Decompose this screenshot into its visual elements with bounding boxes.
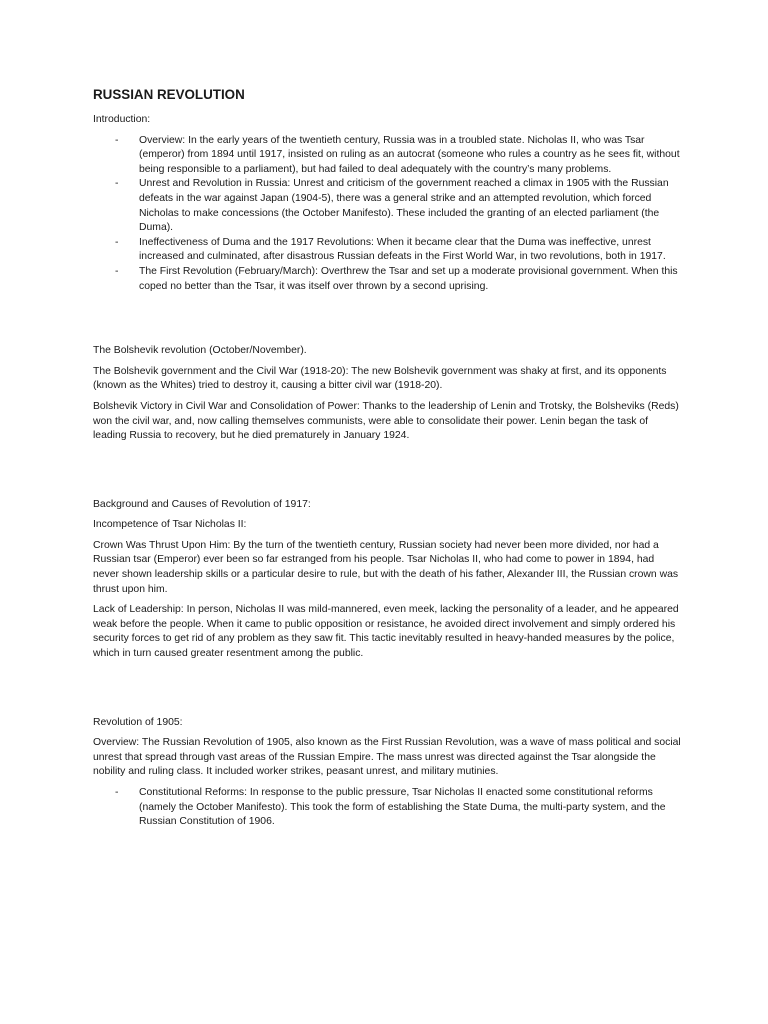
bullet-text: The First Revolution (February/March): Overthrew the Tsar and set up a moderate provisional government. When this coped no better than the Tsar, it was itself over thrown by a second uprising. [139, 265, 678, 292]
document-title: RUSSIAN REVOLUTION [93, 87, 245, 102]
intro-bullet-list [93, 134, 683, 295]
list-item [93, 134, 683, 178]
background-paragraph-leadership: Lack of Leadership: In person, Nicholas II was mild-mannered, even meek, lacking the personality of a leader, and he appeared weak before the people. When it came to public opposition or resistance, he avoided direct involvement and simply ordered his security forces to get rid of any problem as they saw fit. This tactic inevitably resulted in heavy-handed measures by the police, which in turn caused greater resentment among the public. [93, 604, 679, 660]
list-item [93, 265, 683, 294]
rev1905-overview: Overview: The Russian Revolution of 1905, also known as the First Russian Revolution, was a wave of mass political and social unrest that spread through vast areas of the Russian Empire. The mass unrest was directed against the Tsar alongside the nobility and ruling class. It included worker strikes, peasant unrest, and military mutinies. [93, 737, 681, 778]
bullet-text: Overview: In the early years of the twentieth century, Russia was in a troubled state. Nicholas II, who was Tsar (emperor) from 1894 until 1917, insisted on ruling as an autocrat (someone who rules a country as he sees fit, without being responsible to a parliament), but had failed to deal adequately with the country’s many problems. [139, 134, 680, 175]
bullet-text: Unrest and Revolution in Russia: Unrest and criticism of the government reached a climax in 1905 with the Russian defeats in the war against Japan (1904-5), there was a general strike and an attempted revolution, which forced Nicholas to make concessions (the October Manifesto). These included the granting of an elected parliament (the Duma). [139, 178, 669, 234]
bolshevik-heading: The Bolshevik revolution (October/November). [93, 345, 307, 357]
bullet-dash: - [115, 178, 119, 190]
bolshevik-paragraph-civil-war: The Bolshevik government and the Civil War (1918-20): The new Bolshevik government was shaky at first, and its opponents (known as the Whites) tried to destroy it, causing a bitter civil war (1918-20). [93, 365, 667, 392]
bullet-text: Ineffectiveness of Duma and the 1917 Revolutions: When it became clear that the Duma was ineffective, unrest increased and culminated, after disastrous Russian defeats in the First World War, in two revolutions, both in 1917. [139, 236, 666, 263]
section-spacer [93, 300, 683, 344]
bullet-dash: - [115, 134, 119, 146]
background-heading: Background and Causes of Revolution of 1917: [93, 498, 311, 510]
bullet-dash: - [115, 236, 119, 248]
rev1905-heading: Revolution of 1905: [93, 716, 183, 728]
bullet-dash: - [115, 265, 119, 277]
list-item [93, 177, 683, 235]
background-paragraph-crown: Crown Was Thrust Upon Him: By the turn of the twentieth century, Russian society had never been more divided, nor had a Russian tsar (Emperor) ever been so far estranged from his people. Tsar Nicholas II, who had come to power in 1894, had never shown leadership skills or a particular desire to rule, but with the death of his father, Alexander III, the Russian crown was thrust upon him. [93, 539, 679, 595]
bullet-dash: - [115, 787, 119, 798]
section-spacer [93, 450, 683, 498]
background-subheading: Incompetence of Tsar Nicholas II: [93, 519, 247, 531]
list-item [93, 786, 683, 830]
bolshevik-paragraph-victory: Bolshevik Victory in Civil War and Consolidation of Power: Thanks to the leadership of Lenin and Trotsky, the Bolsheviks (Reds) won the civil war, and, now calling themselves communists, were able to consolidate their power. Lenin began the task of leading Russia to recovery, but he died prematurely in January 1924. [93, 400, 679, 442]
bullet-text: Constitutional Reforms: In response to the public pressure, Tsar Nicholas II enacted some constitutional reforms (namely the October Manifesto). This took the form of establishing the State Duma, the multi-party system, and the Russian Constitution of 1906. [139, 787, 666, 828]
rev1905-bullet-list [93, 786, 683, 830]
document-page [93, 86, 683, 836]
intro-heading: Introduction: [93, 114, 151, 125]
section-spacer [93, 668, 683, 716]
list-item [93, 236, 683, 265]
